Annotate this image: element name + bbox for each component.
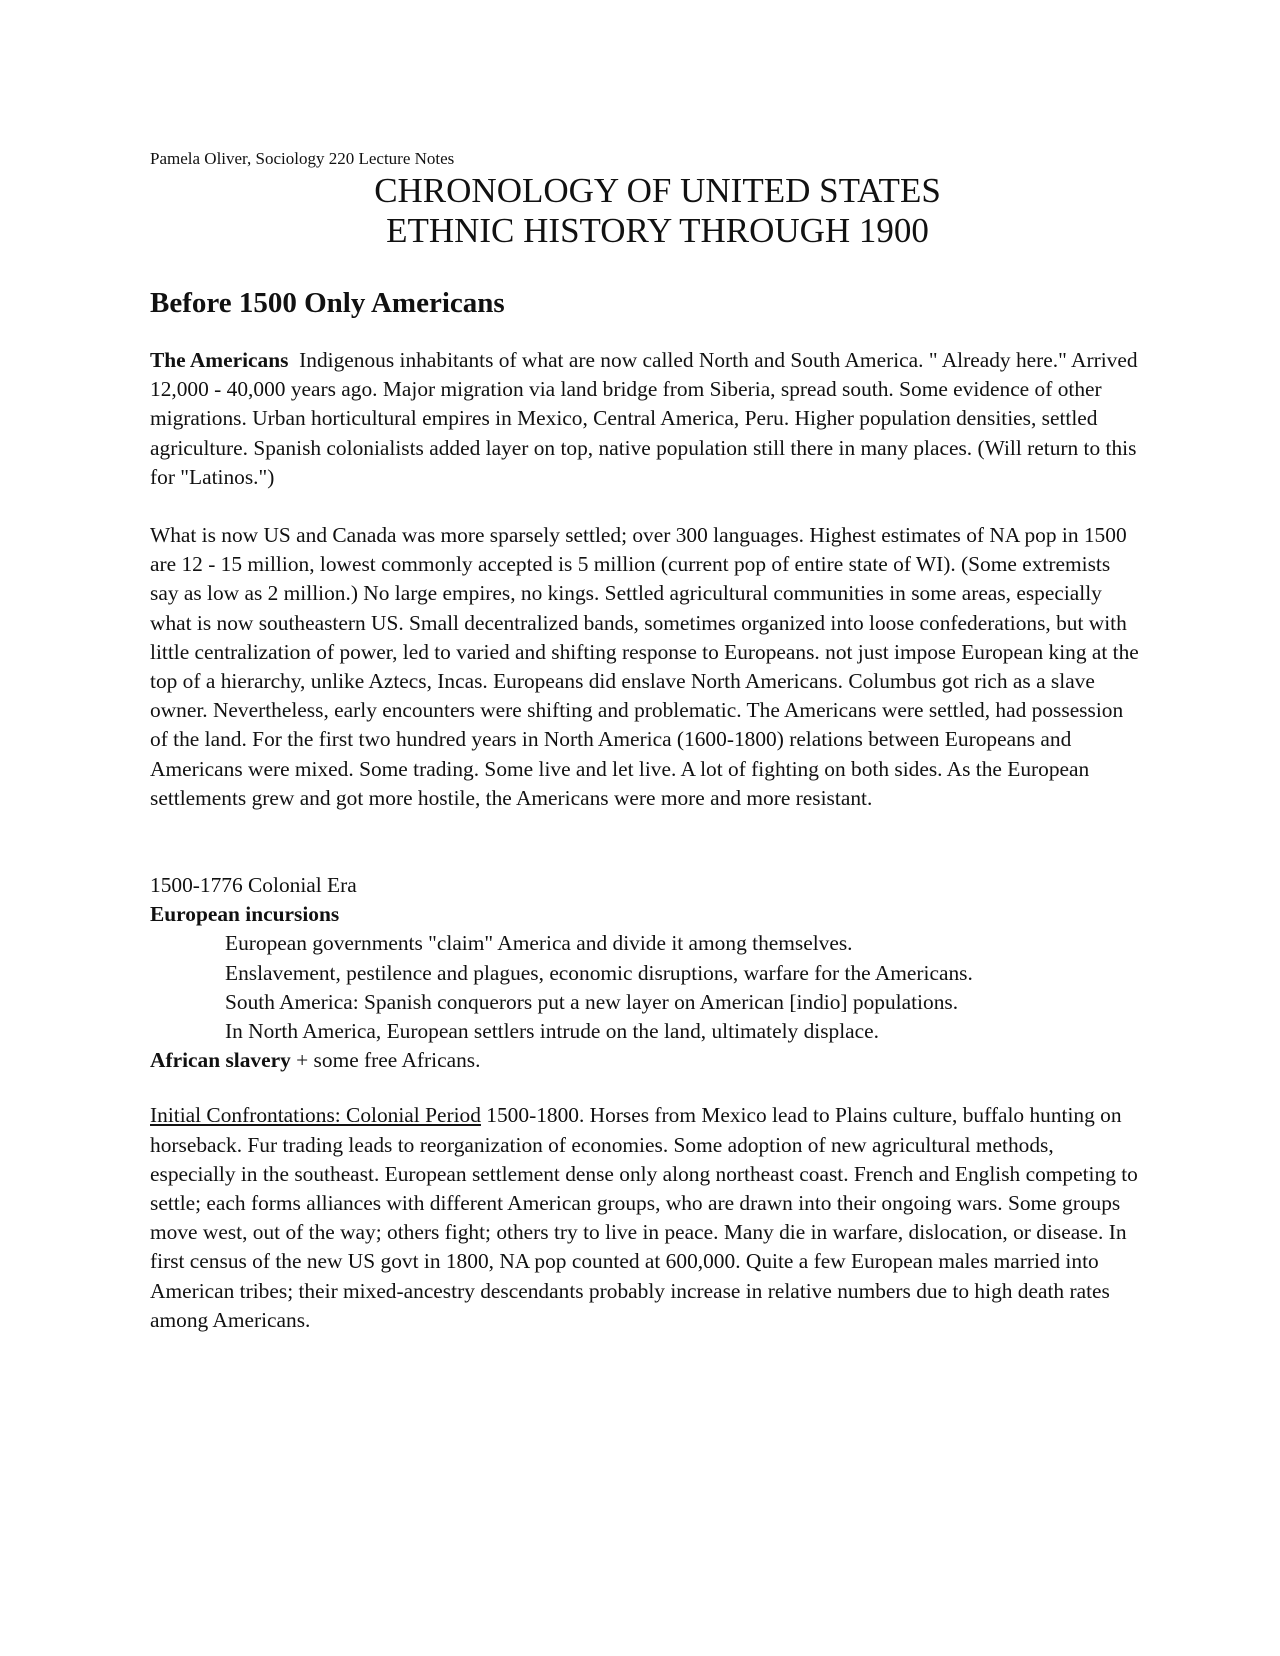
author-line: Pamela Oliver, Sociology 220 Lecture Notes bbox=[150, 149, 455, 168]
paragraph-us-canada: What is now US and Canada was more sparsely settled; over 300 languages. Highest estimates of NA pop in 1500 are 12 - 15 million, lowest commonly accepted is 5 million (current pop of entire state of WI). (Some extremists say as low as 2 million.) No large empires, no kings. Settled agricultural communities in some areas, especially what is now southeastern US. Small decentralized bands, sometimes organized into loose confederations, but with little centralization of power, led to varied and shifting response to Europeans. not just impose European king at the top of a hierarchy, unlike Aztecs, Incas. Europeans did enslave North Americans. Columbus got rich as a slave owner. Nevertheless, early encounters were shifting and problematic. The Americans were settled, had possession of the land. For the first two hundred years in North America (1600-1800) relations between Europeans and Americans were mixed. Some trading. Some live and let live. A lot of fighting on both sides. As the European settlements grew and got more hostile, the Americans were more and more resistant. bbox=[150, 523, 1139, 810]
era-label: 1500-1776 Colonial Era bbox=[150, 873, 357, 898]
paragraph-initial-confrontations bbox=[150, 1101, 1140, 1335]
title-line-2: ETHNIC HISTORY THROUGH 1900 bbox=[386, 211, 929, 250]
paragraph-lead-the-americans: The Americans bbox=[150, 348, 289, 372]
african-slavery-text: + some free Africans. bbox=[290, 1048, 481, 1073]
incursion-item: European governments "claim" America and divide it among themselves. bbox=[225, 931, 853, 956]
subheading-text: European incursions bbox=[150, 902, 340, 927]
document-title bbox=[150, 171, 1140, 251]
incursion-item: South America: Spanish conquerors put a new layer on American [indio] populations. bbox=[225, 989, 959, 1014]
incursion-item: In North America, European settlers intrude on the land, ultimately displace. bbox=[225, 1019, 880, 1044]
paragraph-the-americans bbox=[150, 346, 1140, 492]
african-slavery-line bbox=[150, 1046, 1140, 1075]
paragraph-text-the-americans: Indigenous inhabitants of what are now called North and South America. " Already here." Arrived 12,000 - 40,000 years ago. Major migration via land bridge from Siberia, spread south. Some evidence of other migrations. Urban horticultural empires in Mexico, Central America, Peru. Higher population densities, settled agriculture. Spanish colonialists added layer on top, native population still there in many places. (Will return to this for "Latinos.") bbox=[150, 348, 1138, 489]
subheading-european-incursions bbox=[150, 900, 1140, 929]
paragraph-text-initial-confrontations: 1500-1800. Horses from Mexico lead to Plains culture, buffalo hunting on horseback. Fur trading leads to reorganization of economies. Some adoption of new agricultural methods, especially in the southeast. European settlement dense only along northeast coast. French and English competing to settle; each forms alliances with different American groups, who are drawn into their ongoing wars. Some groups move west, out of the way; others fight; others try to live in peace. Many die in warfare, dislocation, or disease. In first census of the new US govt in 1800, NA pop counted at 600,000. Quite a few European males married into American tribes; their mixed-ancestry descendants probably increase in relative numbers due to high death rates among Americans. bbox=[150, 1103, 1138, 1332]
paragraph-lead-initial-confrontations: Initial Confrontations: Colonial Period bbox=[150, 1103, 481, 1128]
document-content bbox=[150, 149, 1140, 1335]
incursion-item: Enslavement, pestilence and plagues, economic disruptions, warfare for the Americans. bbox=[225, 960, 973, 985]
african-slavery-lead: African slavery bbox=[150, 1048, 291, 1073]
section-heading-before-1500: Before 1500 Only Americans bbox=[150, 287, 505, 319]
title-line-1: CHRONOLOGY OF UNITED STATES bbox=[374, 171, 941, 210]
